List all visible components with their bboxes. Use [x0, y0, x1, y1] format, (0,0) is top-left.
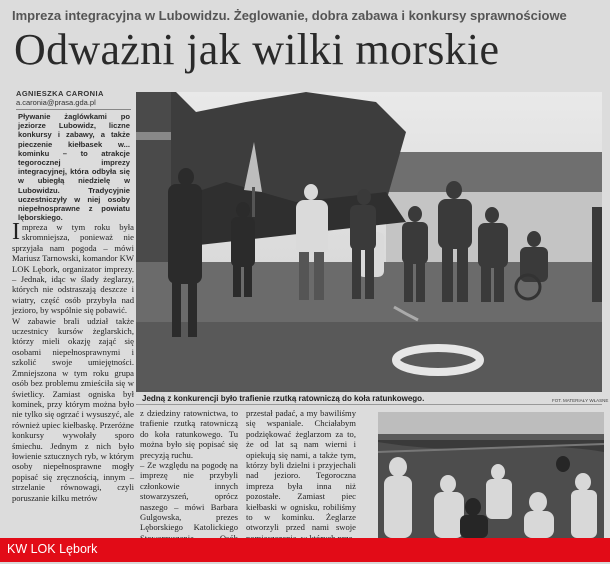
- photo-caption: Jedną z konkurencji było trafienie rzutką ratowniczą do koła ratunkowego.: [142, 394, 425, 403]
- author-name: AGNIESZKA CARONIA: [16, 89, 104, 98]
- source-label: KW LOK Lębork: [7, 542, 98, 556]
- secondary-photo: [378, 412, 604, 538]
- main-photo: [136, 92, 602, 392]
- byline: [16, 89, 131, 110]
- caption-rule: [136, 404, 602, 405]
- source-footer-bar: [0, 538, 610, 562]
- article-kicker: Impreza integracyjna w Lubowidzu. Żeglowanie, dobra zabawa i konkursy sprawnościowe: [12, 8, 567, 23]
- article-lead: Pływanie żaglówkami po jeziorze Lubowidz, liczne konkursy i zabawy, a także pieczenie kiełbasek w... kominku – to atrakcje tegorocznej imprezy integracyjnej, która odbyła się w ubiegłą niedzielę w Lubowidzu. Tradycyjnie uczestniczyły w niej osoby niepełnosprawne z powiatu lęborskiego.: [18, 112, 130, 223]
- author-email: a.caronia@prasa.gda.pl: [16, 98, 131, 110]
- article-column-1: Impreza w tym roku była skromniejsza, ponieważ nie sprzyjała nam pogoda – mówi Mariusz Tarnowski, komandor KW LOK Lębork, organizator imprezy. – Jednak, idąc w ślady żeglarzy, których nie odstraszają deszcze i wiatry, część osób przybyła nad jezioro, by wspólnie się pobawić. W zabawie brali udział także uczestnicy kursów żeglarskich, którzy mieli okazję zająć się osobami niepełnosprawnymi i szkolić swoje umiejętności. Zmniejszona w tym roku grupa osób bez problemu zmieściła się w świetlicy. Zamiast ogniska był kominek, przy którym można było nie tylko się ogrzać i wysuszyć, ale również upiec kiełbaskę. Przeróżne konkursy wywołały sporo śmiechu. Jednym z nich było łowienie sztucznych ryb, w którym osoby niepełnosprawne mogły popisać się zręcznością, innym – strzelanie równowagi, czyli poruszanie kilku metrów: [12, 219, 134, 503]
- article-headline: Odważni jak wilki morskie: [14, 25, 500, 74]
- article-column-2: z dziedziny ratownictwa, to trafienie rzutką ratowniczą do koła ratunkowego. Tu można było się popisać się precyzją ruchu. – Ze względu na pogodę na imprezę nie przybyli członkowie innych stowarzyszeń, oprócz naszego – mówi Barbara Gulgowska, prezes Lęborskiego Katolickiego: [140, 408, 238, 533]
- photo-credit: FOT. MATERIAŁY WŁASNE: [552, 398, 609, 403]
- article-column-3: przestał padać, a my bawiliśmy się wspaniale. Chciałabym podziękować żeglarzom za to, że od lat są nam wierni i opiekują się nami, a także tym, którzy byli dzielni i przyjechali nad jezioro. Tegoroczna impreza była inna niż pozostałe. Zamiast piec kiełbaski w ognisku, robiliśmy to w kominku. Żeglarze otworzyli przed nami swoje: [246, 408, 356, 533]
